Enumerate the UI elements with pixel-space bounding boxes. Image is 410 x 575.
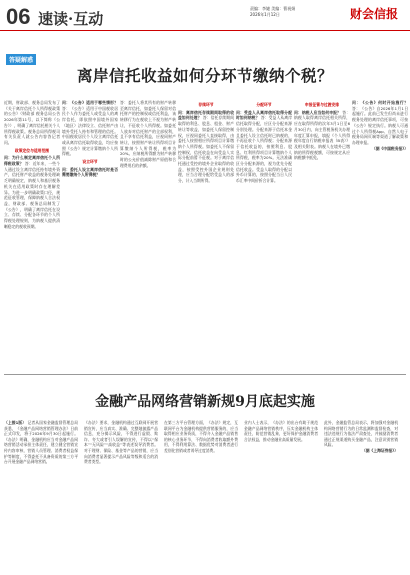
paragraph: 记者从国家金融监督管理总局获悉，《金融产品网络营销管理办法》日前正式印发，将于2026年9月30日起施行。《办法》明确，金融机构应当对金融产品网络营销活动承担主体责任，建立健全营销宣传内容审核、营销人员管理、消费者权益保护等制度，不得委托不具备资质的第三方平台开展金融产品网络营销。 <box>4 420 78 465</box>
subheading: 申报征管与过渡安排 <box>304 102 340 107</box>
question: 问：纳税人应当如何申报？ <box>294 109 341 115</box>
subheading: 政策定位与适用范围 <box>14 147 50 153</box>
answer: 答：《公告》适用于中国税收居民个人作为委托人或受益人的离岸信托，即依照中国境外国家（地区）法律设立、信托财产由境外受托人持有和管理的信托。中国税收居民个人设立离岸信托或从离岸信托取得收益，均应按照《公告》规定计算缴纳个人所得税。 <box>62 105 118 157</box>
newspaper-brand: 财会信报 <box>350 7 399 21</box>
article2-column-2 <box>84 420 158 465</box>
article2-column-5 <box>324 420 398 454</box>
section-title: 速读·互动 <box>38 10 104 28</box>
article-source: （据《上海证券报》） <box>361 447 398 453</box>
question: 问：委托人设立离岸信托时是否需要缴纳个人所得税？ <box>62 166 118 178</box>
answer: 答：近年来，一些个人通过设立离岸信托持有境外资产，信托财产收益的税务处理缺乏明确规定，纳税人和基层税务机关在适用政策时存在理解差异。为进一步明确政策口径，规范征收管理，保障纳税人合法权益，财政部、税务总局制发了《公告》，明确了离岸信托在设立、存续、分配各环节的个人所得税处理规则，为纳税人提供清晰稳定的税收预期。 <box>4 161 61 229</box>
issue-date: 2026年1月12日 <box>250 12 280 17</box>
article-column-4 <box>178 100 234 184</box>
article-column-2 <box>62 100 118 178</box>
paragraph: 《办法》要求，金融机构通过互联网开展营销宣传，应当真实、准确、完整地披露产品信息，充分揭示风险，不得进行虚假、欺诈、夸大或者引人误解的宣传，不得以“保本”“无风险”“高收益”等表述误导消费者。对于理财、保险、基金等产品的营销，应当向消费者显著提示产品风险等级和适合的消费者类型。 <box>84 420 158 465</box>
column-tag: 答疑解惑 <box>6 54 36 65</box>
paragraph: 此外，金融监管总局表示，将加强对金融机构网络营销行为的日常监测和监督检查，对违法违规行为依法严肃查处，并鼓励消费者通过正规渠道购买金融产品，注意识别营销风险。 <box>324 420 398 448</box>
article-column-7 <box>352 100 408 151</box>
section-divider <box>4 374 406 375</box>
article-column-3 <box>120 100 176 168</box>
masthead-credits <box>250 6 295 18</box>
paragraph: 在第三方平台管理方面，《办法》规定，互联网平台为金融机构提供营销服务的，应当取得相应业务资质，不得介入金融产品销售的核心业务环节，不得向消费者收取额外费用，不得利用算法、数据优势对消费者进行差别化营销或者诱导过度消费。 <box>164 420 238 453</box>
subheading: 设立环节 <box>82 159 98 165</box>
subheading: 存续环节 <box>198 102 214 107</box>
answer: 答：受益人从离岸信托取得分配，应区分分配来源分别处理。分配来源于信托本金且委托人设立信托时已纳税的，不再征收个人所得税；分配来源于信托收益的，按照利息、股息、红利所得项目计算缴纳个人所得税，税率为20%。无法准确区分分配来源的，视为优先分配信托收益。受益人取得的分配以外币计算的，按照分配当日人民币汇率中间价折合计算。 <box>236 115 292 184</box>
question: 问：受益人从离岸信托取得分配时如何纳税？ <box>236 109 292 121</box>
question: 问：离岸信托存续期间取得的收益如何处理？ <box>178 109 234 121</box>
paragraph: 业内人士表示，《办法》的出台有助于规范金融产品网络营销秩序，压实金融机构主体责任，防范营销乱象，更好保护金融消费者合法权益，推动金融业高质量发展。 <box>244 420 318 442</box>
editor-credit: 责编：李婕 美编：曹祝娟 <box>250 6 296 11</box>
question: 问：为什么制定离岸信托个人所得税政策？ <box>4 155 60 167</box>
question: 问：《公告》适用于哪些情形？ <box>62 100 118 105</box>
article-column-1 <box>4 100 60 229</box>
header-divider <box>0 30 410 31</box>
article-headline: 离岸信托收益如何分环节缴纳个税？ <box>76 66 333 85</box>
answer: 答：信托存续期间取得的利息、股息、租金、财产转让等收益，如委托人保留控制权，应视同委托人直接取得，由委托人按照相应所得项目计算缴纳个人所得税。如委托人不保留控制权，信托收益在向受益人实际分配前暂不征税。对于离岸信托通过受控的境外企业取得的收益，按照受控外国企业规则处理，应当合理分配给受益人的部分，计入当期所得。 <box>178 115 234 184</box>
article2-column-3 <box>164 420 238 454</box>
answer: 答：委托人将其所有的财产转移至离岸信托，如委托人保留对信托财产的控制权或信托利益，该转移行为在税收上不视为财产转让，不征收个人所得税。如委托人放弃对信托财产的全部权利，且不享有信托利益，应视同财产转让，按照财产转让所得项目计算缴纳个人所得税，税率为20%。应纳税所得额为财产转移时的公允价值减除财产原值和合理费用后的余额。 <box>120 100 176 168</box>
answer: 答：《公告》自2026年1月1日起施行。此前已发生但尚未进行税务处理的离岸信托事项，可按《公告》规定执行。纳税人可通过个人所得税App、自然人电子税务局网页端等渠道了解政策和办理申报。 <box>352 105 408 145</box>
article2-column-1 <box>4 420 78 465</box>
answer: 答：纳税人取得离岸信托相关所得，应在取得所得的次年3月1日至6月30日内，向主管税务机关办理年度汇算申报，填报《个人所得税年度自行纳税申报表（B表）》及相关附表。纳税人在境外已缴纳的所得税税额，可按规定从应纳税额中抵免。 <box>294 109 351 161</box>
article-headline: 金融产品网络营销新规9月底起实施 <box>95 394 315 410</box>
article-column-6 <box>294 100 350 161</box>
byline: （上接1版） <box>4 420 27 425</box>
subheading: 分配环节 <box>256 102 272 107</box>
article-intro: 近期，财政部、税务总局发布了《关于离岸信托个人所得税政策的公告》（财政部 税务总局公告2026年第11号，以下简称《公告》），明确了离岸信托相关个人所得税政策。税务总局所得税司有关负责人就公告内容答记者问。 <box>4 100 60 145</box>
page-number: 06 <box>6 4 31 29</box>
question: 问：《公告》何时开始施行？ <box>352 100 408 105</box>
article-source: （据《中国税务报》） <box>371 145 408 151</box>
article2-column-4 <box>244 420 318 442</box>
article-column-5 <box>236 100 292 184</box>
